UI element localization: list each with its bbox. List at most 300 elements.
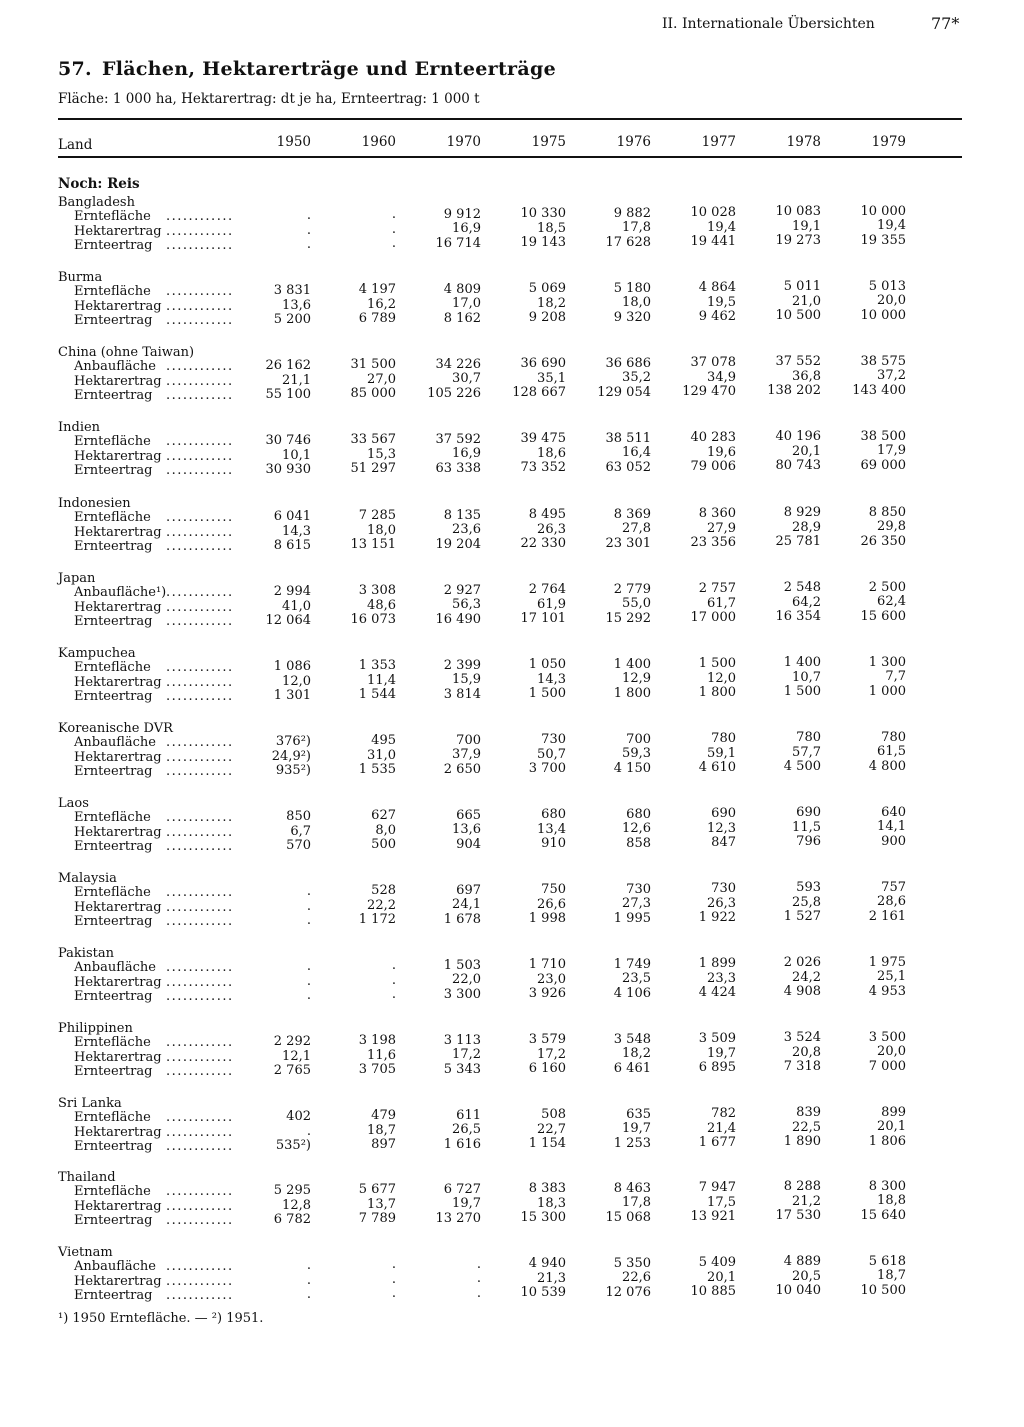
table-cell: 1 301	[273, 688, 311, 703]
country-group	[0, 647, 1024, 717]
table-cell: 1 749	[613, 956, 651, 972]
table-cell: 1 503	[443, 957, 481, 973]
table-cell: 3 524	[783, 1030, 821, 1046]
row-label: Anbaufläche	[74, 960, 156, 975]
table-cell: 1 616	[443, 1136, 481, 1152]
row-label: Erntefläche	[74, 810, 151, 825]
table-cell: 18,2	[622, 1046, 651, 1062]
table-cell: 30 746	[265, 433, 311, 448]
table-cell: 30,7	[452, 371, 481, 387]
table-cell: 59,1	[707, 745, 736, 761]
table-cell: 858	[626, 835, 651, 851]
table-cell: 22,7	[537, 1121, 566, 1137]
table-cell: 4 889	[783, 1254, 821, 1270]
leader-dots: ............	[166, 1064, 234, 1079]
table-cell: 5 200	[273, 312, 311, 327]
table-cell: 16 354	[775, 609, 821, 625]
table-cell: 782	[711, 1106, 736, 1121]
row-label: Erntefläche	[74, 434, 151, 449]
table-cell: 37,9	[452, 747, 481, 763]
table-cell: 2 764	[528, 582, 566, 598]
table-cell: 611	[456, 1107, 481, 1123]
table-cell: 5 180	[613, 280, 651, 296]
leader-dots: ............	[166, 899, 234, 915]
table-cell: 1 500	[783, 684, 821, 700]
table-cell: 73 352	[520, 460, 566, 476]
table-cell: 15 640	[860, 1207, 906, 1223]
table-cell: 730	[711, 881, 736, 896]
table-cell: 479	[371, 1108, 396, 1124]
leader-dots: ............	[166, 1110, 234, 1125]
table-cell: 16,9	[452, 221, 481, 237]
table-cell: 8,0	[375, 822, 396, 838]
table-cell: 935²)	[275, 763, 311, 778]
table-cell: 10 028	[690, 205, 736, 220]
table-cell: 1 678	[443, 911, 481, 927]
table-cell: 1 086	[273, 659, 311, 674]
row-label: Hektarertrag	[74, 373, 162, 389]
table-cell: 7,7	[885, 669, 906, 685]
table-cell: 13,6	[282, 297, 311, 313]
table-cell: 4 424	[698, 985, 736, 1000]
table-cell: 17,8	[622, 220, 651, 236]
table-cell: 3 509	[698, 1031, 736, 1046]
table-cell: 36 686	[605, 355, 651, 371]
table-cell: 15 600	[860, 608, 906, 624]
table-header-rule	[58, 156, 962, 158]
table-cell: 910	[541, 836, 566, 852]
leader-dots: ............	[166, 510, 234, 525]
table-cell: 11,6	[367, 1047, 396, 1063]
table-cell: 1 500	[528, 686, 566, 702]
table-cell: 19,4	[877, 218, 906, 234]
table-cell: 14,3	[282, 523, 311, 539]
table-cell: 1 172	[358, 912, 396, 928]
leader-dots: ............	[166, 735, 234, 750]
table-cell: 8 135	[443, 507, 481, 523]
table-cell: 9 912	[443, 206, 481, 222]
table-cell: 22,0	[452, 972, 481, 988]
table-cell: 8 288	[783, 1179, 821, 1195]
table-cell: .	[306, 913, 311, 928]
table-cell: .	[391, 1257, 396, 1273]
table-cell: 8 615	[273, 538, 311, 553]
table-cell: 21,4	[707, 1120, 736, 1136]
country-name: Philippinen	[58, 1021, 133, 1036]
table-cell: 8 360	[698, 506, 736, 521]
table-cell: 22,2	[367, 897, 396, 913]
table-cell: 2 650	[443, 761, 481, 777]
table-cell: 376²)	[275, 734, 311, 749]
table-cell: 21,2	[792, 1193, 821, 1209]
table-cell: 26 162	[265, 358, 311, 373]
table-cell: 9 208	[528, 310, 566, 326]
table-cell: 4 610	[698, 760, 736, 775]
table-cell: 19,5	[707, 294, 736, 310]
table-cell: 19 355	[860, 232, 906, 248]
leader-dots: ............	[166, 989, 234, 1004]
row-label: Ernteertrag	[74, 388, 153, 403]
country-name: Burma	[58, 270, 103, 285]
table-cell: 63 338	[435, 460, 481, 476]
row-label: Anbaufläche¹)	[74, 585, 167, 600]
country-group	[0, 196, 1024, 266]
table-cell: 6 789	[358, 311, 396, 327]
table-cell: 3 926	[528, 986, 566, 1002]
table-cell: 850	[286, 809, 311, 824]
table-cell: 13,7	[367, 1196, 396, 1212]
table-cell: 128 667	[512, 385, 566, 401]
table-cell: 55,0	[622, 596, 651, 612]
table-cell: 143 400	[852, 382, 906, 398]
row-label: Hektarertrag	[74, 974, 162, 990]
row-label: Ernteertrag	[74, 839, 153, 854]
table-cell: 28,6	[877, 894, 906, 910]
leader-dots: ............	[166, 1213, 234, 1228]
table-cell: 17,9	[877, 443, 906, 459]
table-cell: 41,0	[282, 598, 311, 614]
table-cell: 23,5	[622, 971, 651, 987]
table-cell: 665	[456, 807, 481, 823]
table-cell: 55 100	[265, 387, 311, 402]
table-cell: 528	[371, 883, 396, 899]
column-header-year: 1950	[276, 134, 311, 150]
table-cell: 18,7	[367, 1122, 396, 1138]
table-cell: 1 806	[868, 1133, 906, 1149]
country-name: Koreanische DVR	[58, 721, 173, 736]
row-label: Ernteertrag	[74, 539, 153, 554]
table-cell: 14,3	[537, 671, 566, 687]
column-header-land: Land	[58, 137, 93, 153]
leader-dots: ............	[166, 674, 234, 690]
country-group	[0, 1246, 1024, 1316]
table-cell: 20,5	[792, 1268, 821, 1284]
table-cell: 26,6	[537, 896, 566, 912]
table-cell: 12,8	[282, 1197, 311, 1213]
table-cell: 7 947	[698, 1180, 736, 1195]
row-label: Ernteertrag	[74, 914, 153, 929]
row-label: Erntefläche	[74, 660, 151, 675]
table-cell: 23 356	[690, 535, 736, 550]
table-cell: 495	[371, 733, 396, 749]
table-cell: 640	[881, 804, 906, 820]
leader-dots: ............	[166, 1139, 234, 1154]
table-cell: 51 297	[350, 461, 396, 477]
table-cell: 5 011	[783, 279, 821, 295]
table-cell: 5 343	[443, 1061, 481, 1077]
country-name: Malaysia	[58, 871, 117, 886]
table-cell: 24,1	[452, 897, 481, 913]
leader-dots: ............	[166, 388, 234, 403]
table-cell: .	[306, 222, 311, 238]
table-cell: 1 677	[698, 1135, 736, 1150]
table-cell: 18,8	[877, 1193, 906, 1209]
table-cell: 62,4	[877, 594, 906, 610]
table-cell: 1 998	[528, 911, 566, 927]
table-cell: 16,4	[622, 445, 651, 461]
row-label: Ernteertrag	[74, 1213, 153, 1228]
table-cell: 8 850	[868, 504, 906, 520]
table-cell: 10 000	[860, 203, 906, 219]
table-cell: 37 592	[435, 431, 481, 447]
country-group	[0, 872, 1024, 942]
table-cell: 18,0	[622, 295, 651, 311]
table-cell: 16 714	[435, 235, 481, 251]
country-group	[0, 271, 1024, 341]
table-cell: 63 052	[605, 459, 651, 475]
table-cell: 21,0	[792, 293, 821, 309]
table-cell: 80 743	[775, 458, 821, 474]
table-cell: .	[306, 208, 311, 223]
table-cell: 1 300	[868, 654, 906, 670]
leader-dots: ............	[166, 1124, 234, 1140]
table-cell: 12,6	[622, 821, 651, 837]
leader-dots: ............	[166, 839, 234, 854]
country-group	[0, 797, 1024, 867]
row-label: Hektarertrag	[74, 1198, 162, 1214]
table-cell: 16,2	[367, 296, 396, 312]
row-label: Hektarertrag	[74, 1124, 162, 1140]
table-cell: 23,3	[707, 970, 736, 986]
table-cell: 6,7	[290, 823, 311, 839]
table-cell: 9 882	[613, 205, 651, 221]
table-cell: 796	[796, 834, 821, 850]
table-cell: 6 895	[698, 1060, 736, 1075]
table-cell: 50,7	[537, 746, 566, 762]
table-cell: 29,8	[877, 519, 906, 535]
table-cell: 3 579	[528, 1032, 566, 1048]
table-cell: 18,7	[877, 1268, 906, 1284]
country-name: Bangladesh	[58, 195, 135, 210]
table-cell: 12,3	[707, 820, 736, 836]
table-cell: 730	[626, 881, 651, 897]
table-cell: 19,7	[452, 1196, 481, 1212]
table-cell: 3 198	[358, 1033, 396, 1049]
table-cell: 1 400	[613, 656, 651, 672]
row-label: Hektarertrag	[74, 298, 162, 314]
table-cell: 12,9	[622, 671, 651, 687]
table-cell: 19,1	[792, 218, 821, 234]
table-cell: 8 929	[783, 505, 821, 521]
table-cell: 1 975	[868, 954, 906, 970]
table-cell: 1 154	[528, 1136, 566, 1152]
row-label: Ernteertrag	[74, 463, 153, 478]
country-name: Thailand	[58, 1170, 116, 1185]
table-cell: 23,0	[537, 971, 566, 987]
leader-dots: ............	[166, 614, 234, 629]
table-cell: 40 283	[690, 430, 736, 445]
table-cell: 79 006	[690, 459, 736, 474]
table-cell: 25 781	[775, 534, 821, 550]
table-cell: 13,4	[537, 821, 566, 837]
row-label: Ernteertrag	[74, 1064, 153, 1079]
table-cell: 19 204	[435, 536, 481, 552]
table-cell: 402	[286, 1109, 311, 1124]
leader-dots: ............	[166, 660, 234, 675]
table-cell: .	[476, 1285, 481, 1301]
table-cell: 59,3	[622, 746, 651, 762]
table-cell: 2 399	[443, 657, 481, 673]
table-cell: 24,9²)	[271, 748, 311, 764]
table-cell: 19 441	[690, 234, 736, 249]
table-cell: 17 530	[775, 1208, 821, 1224]
leader-dots: ............	[166, 1035, 234, 1050]
column-header-year: 1970	[446, 134, 481, 150]
table-cell: 3 300	[443, 986, 481, 1002]
table-cell: 6 782	[273, 1212, 311, 1227]
table-cell: 37 552	[775, 354, 821, 370]
column-header-year: 1976	[616, 134, 651, 150]
table-cell: .	[306, 237, 311, 252]
table-cell: 8 369	[613, 506, 651, 522]
table-cell: 904	[456, 836, 481, 852]
table-cell: 1 500	[698, 656, 736, 671]
country-group	[0, 572, 1024, 642]
table-cell: 1 535	[358, 762, 396, 778]
row-label: Ernteertrag	[74, 614, 153, 629]
table-cell: 5 677	[358, 1182, 396, 1198]
table-cell: 4 197	[358, 282, 396, 298]
leader-dots: ............	[166, 434, 234, 449]
table-cell: 35,1	[537, 370, 566, 386]
table-cell: 3 308	[358, 583, 396, 599]
table-cell: 34 226	[435, 356, 481, 372]
row-label: Anbaufläche	[74, 359, 156, 374]
leader-dots: ............	[166, 764, 234, 779]
table-cell: 27,8	[622, 521, 651, 537]
table-cell: 20,0	[877, 293, 906, 309]
table-cell: 129 470	[682, 384, 736, 399]
table-cell: 18,5	[537, 220, 566, 236]
table-cell: 19 143	[520, 235, 566, 251]
table-cell: 1 995	[613, 910, 651, 926]
table-cell: 13 921	[690, 1209, 736, 1224]
leader-dots: ............	[166, 689, 234, 704]
table-cell: 12,0	[707, 670, 736, 686]
table-cell: 10 885	[690, 1284, 736, 1299]
leader-dots: ............	[166, 1184, 234, 1199]
row-label: Hektarertrag	[74, 749, 162, 765]
row-label: Hektarertrag	[74, 524, 162, 540]
table-cell: 8 495	[528, 507, 566, 523]
table-cell: 138 202	[767, 383, 821, 399]
table-cell: .	[391, 236, 396, 252]
table-cell: .	[306, 1272, 311, 1288]
leader-dots: ............	[166, 749, 234, 765]
row-label: Hektarertrag	[74, 1049, 162, 1065]
table-cell: 34,9	[707, 369, 736, 385]
table-cell: .	[391, 1286, 396, 1302]
country-group	[0, 947, 1024, 1017]
table-cell: 33 567	[350, 432, 396, 448]
table-cell: 28,9	[792, 519, 821, 535]
table-cell: 6 727	[443, 1181, 481, 1197]
row-label: Ernteertrag	[74, 989, 153, 1004]
table-cell: 8 463	[613, 1180, 651, 1196]
table-cell: 21,1	[282, 372, 311, 388]
table-cell: 635	[626, 1106, 651, 1122]
table-cell: 7 000	[868, 1058, 906, 1074]
leader-dots: ............	[166, 1049, 234, 1065]
table-cell: 27,0	[367, 371, 396, 387]
table-cell: 10,7	[792, 669, 821, 685]
row-label: Erntefläche	[74, 1110, 151, 1125]
table-cell: 4 864	[698, 280, 736, 295]
table-cell: 15 068	[605, 1209, 651, 1225]
table-cell: 500	[371, 837, 396, 853]
table-cell: 690	[796, 805, 821, 821]
table-number: 57.	[58, 58, 92, 80]
country-name: Laos	[58, 796, 89, 811]
table-cell: .	[476, 1271, 481, 1287]
table-cell: 1 890	[783, 1134, 821, 1150]
table-cell: 7 789	[358, 1211, 396, 1227]
table-cell: 1 353	[358, 658, 396, 674]
table-cell: 18,3	[537, 1195, 566, 1211]
table-cell: 17,0	[452, 296, 481, 312]
table-cell: 5 409	[698, 1255, 736, 1270]
table-cell: 18,0	[367, 522, 396, 538]
row-label: Anbaufläche	[74, 735, 156, 750]
table-cell: 20,1	[707, 1269, 736, 1285]
table-cell: 14,1	[877, 819, 906, 835]
table-cell: 23,6	[452, 522, 481, 538]
table-cell: 5 618	[868, 1253, 906, 1269]
table-cell: 20,0	[877, 1044, 906, 1060]
table-cell: 2 994	[273, 584, 311, 599]
table-cell: 10 330	[520, 206, 566, 222]
table-cell: 1 922	[698, 910, 736, 925]
table-cell: 105 226	[427, 385, 481, 401]
table-cell: 2 927	[443, 582, 481, 598]
table-cell: 847	[711, 835, 736, 850]
table-cell: 17 101	[520, 611, 566, 627]
row-label: Ernteertrag	[74, 1139, 153, 1154]
table-cell: 10 000	[860, 307, 906, 323]
table-cell: 1 527	[783, 909, 821, 925]
table-cell: .	[306, 884, 311, 899]
table-cell: 4 800	[868, 758, 906, 774]
table-cell: 4 150	[613, 760, 651, 776]
table-cell: 27,3	[622, 896, 651, 912]
table-cell: 897	[371, 1137, 396, 1153]
row-label: Hektarertrag	[74, 824, 162, 840]
table-cell: 4 908	[783, 984, 821, 1000]
column-header-year: 1960	[361, 134, 396, 150]
leader-dots: ............	[166, 599, 234, 615]
country-name: Indien	[58, 420, 101, 435]
country-name: Pakistan	[58, 946, 114, 961]
table-cell: 11,5	[792, 819, 821, 835]
table-cell: 39 475	[520, 431, 566, 447]
table-cell: 15,9	[452, 672, 481, 688]
row-label: Ernteertrag	[74, 689, 153, 704]
table-cell: .	[391, 221, 396, 237]
table-cell: 17,2	[537, 1046, 566, 1062]
country-name: Sri Lanka	[58, 1096, 122, 1111]
leader-dots: ............	[166, 448, 234, 464]
table-cell: 17,2	[452, 1047, 481, 1063]
column-header-year: 1978	[786, 134, 821, 150]
table-cell: 2 779	[613, 581, 651, 597]
table-cell: 24,2	[792, 969, 821, 985]
table-cell: 757	[881, 879, 906, 895]
table-cell: 730	[541, 732, 566, 748]
table-cell: 15,3	[367, 446, 396, 462]
table-cell: 750	[541, 882, 566, 898]
table-cell: 4 106	[613, 985, 651, 1001]
table-cell: 18,6	[537, 445, 566, 461]
